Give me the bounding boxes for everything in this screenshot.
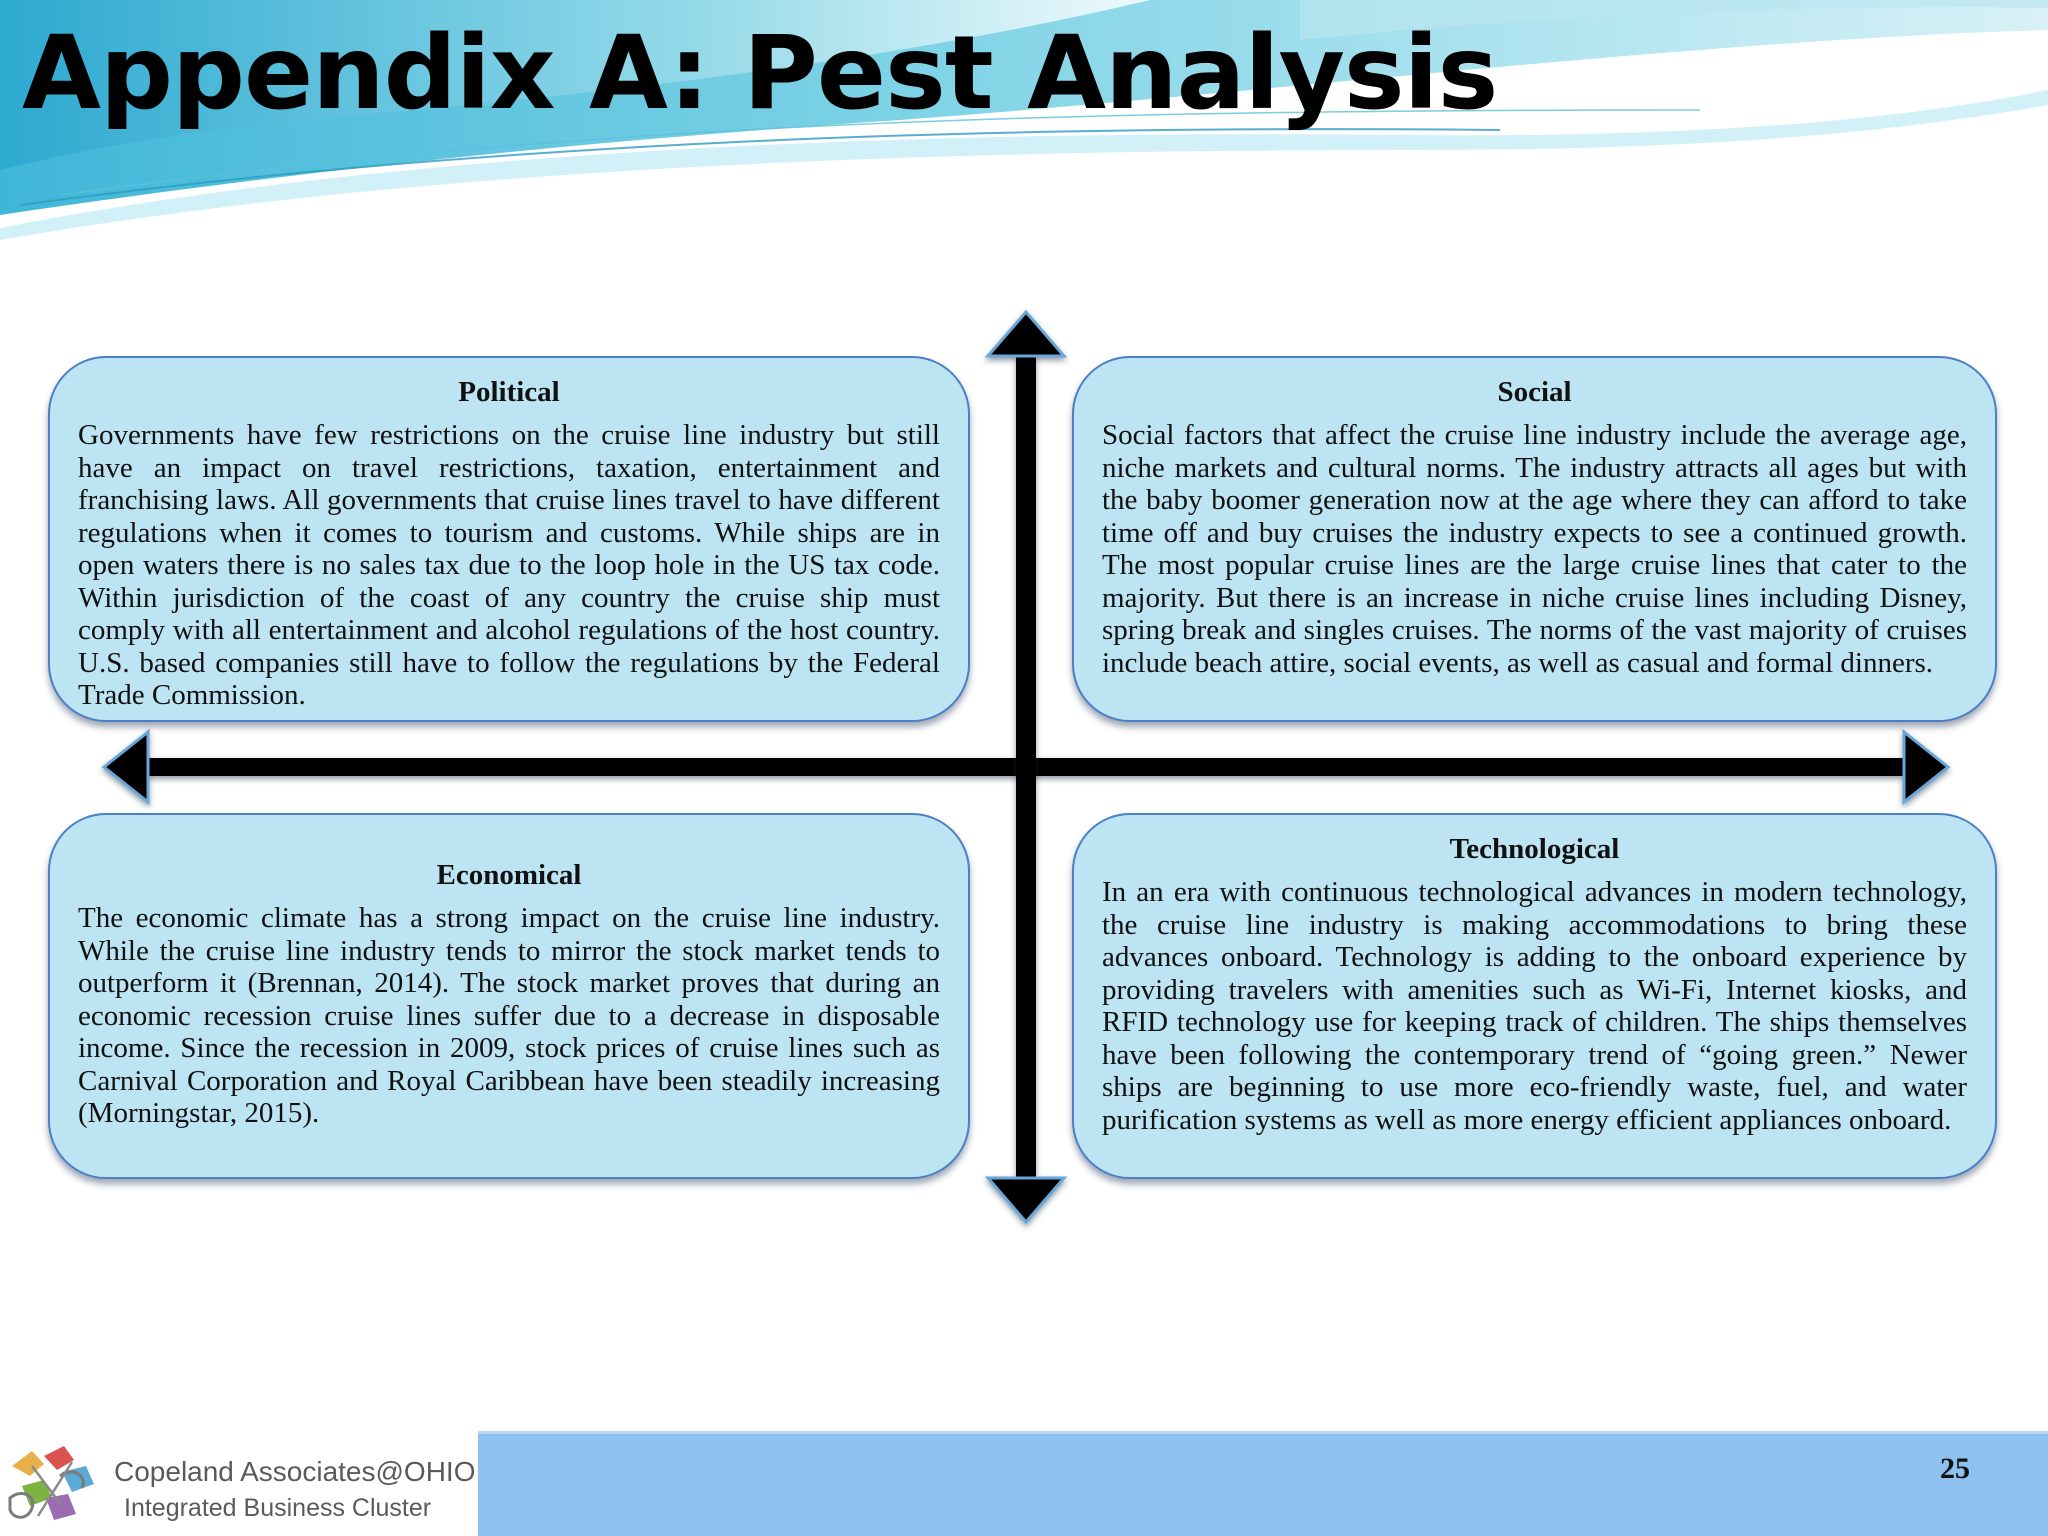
social-body: Social factors that affect the cruise line industry include the average age, niche markets and cultural norms. The industry attracts all ages but with the baby boomer generation now at the age where they can afford to take time off and buy cruises the industry expects to see a continued growth. The most popular cruise lines are the large cruise lines that cater to the majority. But there is an increase in niche cruise lines including Disney, spring break and singles cruises. The norms of the vast majority of cruises include beach attire, social events, as well as casual and formal dinners.	[1102, 419, 1967, 679]
slide-title: Appendix A: Pest Analysis	[22, 14, 1498, 133]
political-quadrant	[48, 356, 970, 722]
puzzle-hands-logo-icon	[2, 1436, 106, 1536]
economical-body: The economic climate has a strong impact on the cruise line industry. While the cruise line industry tends to mirror the stock market tends to outperform it (Brennan, 2014). The stock market proves that during an economic recession cruise lines suffer due to a decrease in disposable income. Since the recession in 2009, stock prices of cruise lines such as Carnival Corporation and Royal Caribbean have been steadily increasing (Morningstar, 2015).	[78, 902, 940, 1130]
technological-body: In an era with continuous technological advances in modern technology, the cruise line industry is making accommodations to bring these advances onboard. Technology is adding to the onboard experience by providing travelers with amenities such as Wi-Fi, Internet kiosks, and RFID technology use for keeping track of children. The ships themselves have been following the contemporary trend of “going green.” Newer ships are beginning to use more eco-friendly waste, fuel, and water purification systems as well as more energy efficient appliances onboard.	[1102, 876, 1967, 1136]
footer-band	[478, 1434, 2048, 1536]
page-number: 25	[1940, 1452, 1970, 1485]
social-title: Social	[1497, 376, 1572, 408]
technological-quadrant	[1072, 813, 1997, 1179]
logo-tagline: Integrated Business Cluster	[124, 1494, 432, 1522]
political-title: Political	[458, 376, 560, 408]
social-quadrant	[1072, 356, 1997, 722]
logo-company-name: Copeland Associates@OHIO	[114, 1456, 476, 1487]
economical-quadrant	[48, 813, 970, 1179]
technological-title: Technological	[1449, 833, 1620, 865]
economical-title: Economical	[436, 859, 582, 891]
political-body: Governments have few restrictions on the cruise line industry but still have an impact on travel restrictions, taxation, entertainment and franchising laws. All governments that cruise lines travel to have different regulations when it comes to tourism and customs. While ships are in open waters there is no sales tax due to the loop hole in the US tax code. Within jurisdiction of the coast of any country the cruise ship must comply with all entertainment and alcohol regulations of the host country. U.S. based companies still have to follow the regulations by the Federal Trade Commission.	[78, 419, 940, 712]
